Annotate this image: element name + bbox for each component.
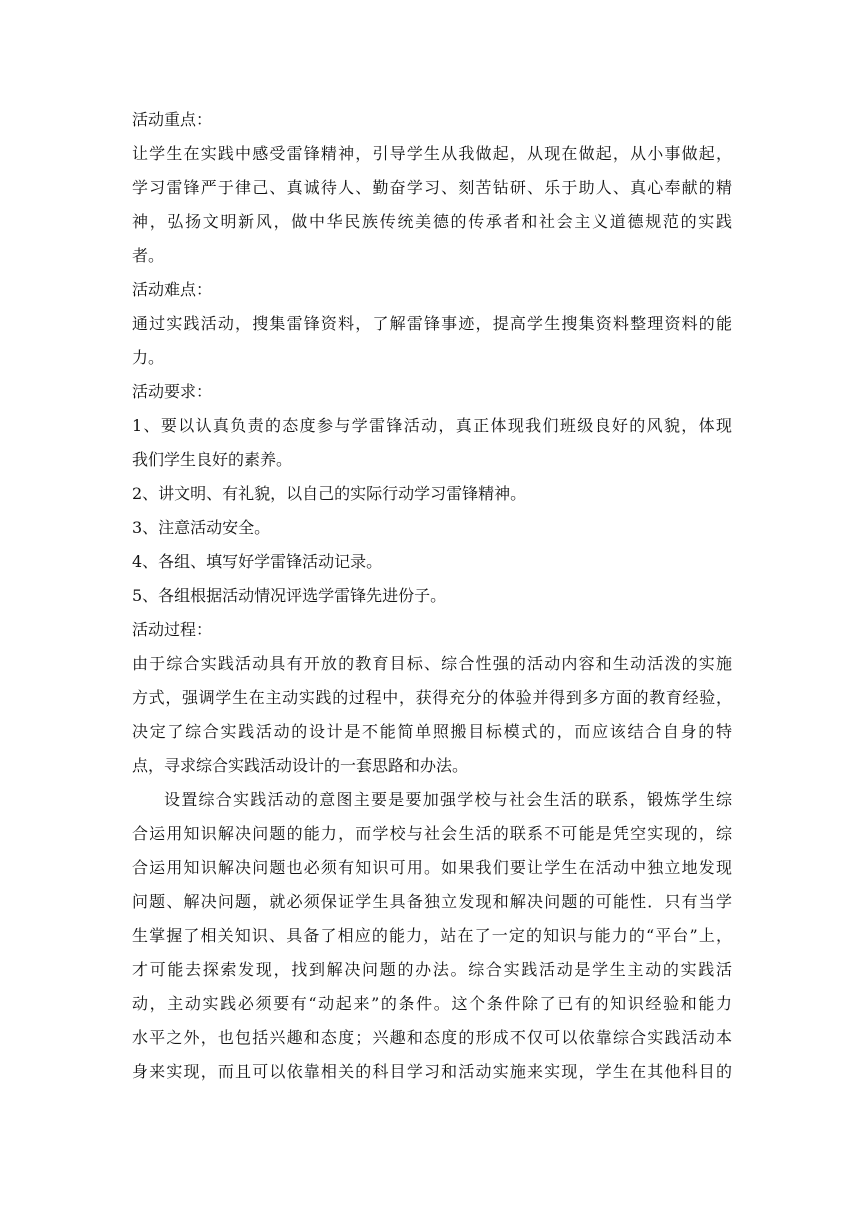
process-paragraph-line: 方式，强调学生在主动实践的过程中，获得充分的体验并得到多方面的教育经验， bbox=[132, 688, 732, 707]
focus-text-line: 学习雷锋严于律己、真诚待人、勤奋学习、刻苦钻研、乐于助人、真心奉献的精 bbox=[132, 178, 732, 197]
process-paragraph-line: 点，寻求综合实践活动设计的一套思路和办法。 bbox=[132, 756, 469, 775]
process-paragraph-line: 生掌握了相关知识、具备了相应的能力，站在了一定的知识与能力的“平台”上， bbox=[132, 926, 732, 945]
process-paragraph-line: 合运用知识解决问题也必须有知识可用。如果我们要让学生在活动中独立地发现 bbox=[132, 858, 732, 877]
requirement-item-line: 我们学生良好的素养。 bbox=[132, 450, 293, 469]
difficulty-heading: 活动难点： bbox=[132, 280, 213, 299]
process-paragraph-line: 身来实现，而且可以依靠相关的科目学习和活动实施来实现，学生在其他科目的 bbox=[132, 1062, 732, 1081]
focus-text-line: 神，弘扬文明新风，做中华民族传统美德的传承者和社会主义道德规范的实践 bbox=[132, 212, 732, 231]
focus-heading: 活动重点： bbox=[132, 110, 213, 129]
process-paragraph-line: 决定了综合实践活动的设计是不能简单照搬目标模式的，而应该结合自身的特 bbox=[132, 722, 732, 741]
requirement-item-line: 5、各组根据活动情况评选学雷锋先进份子。 bbox=[132, 586, 447, 605]
focus-text-line: 者。 bbox=[132, 246, 165, 265]
process-paragraph-line: 合运用知识解决问题的能力，而学校与社会生活的联系不可能是凭空实现的，综 bbox=[132, 824, 732, 843]
document-page bbox=[132, 103, 732, 1089]
difficulty-text-line: 通过实践活动，搜集雷锋资料，了解雷锋事迹，提高学生搜集资料整理资料的能 bbox=[132, 314, 732, 333]
focus-text-line: 让学生在实践中感受雷锋精神，引导学生从我做起，从现在做起，从小事做起， bbox=[132, 144, 732, 163]
process-paragraph-line: 动，主动实践必须要有“动起来”的条件。这个条件除了已有的知识经验和能力 bbox=[132, 994, 732, 1013]
requirement-item-line: 1、要以认真负责的态度参与学雷锋活动，真正体现我们班级良好的风貌，体现 bbox=[132, 416, 732, 435]
requirements-heading: 活动要求： bbox=[132, 382, 213, 401]
difficulty-text-line: 力。 bbox=[132, 348, 165, 367]
process-paragraph-line: 问题、解决问题，就必须保证学生具备独立发现和解决问题的可能性．只有当学 bbox=[132, 892, 732, 911]
requirement-item-line: 3、注意活动安全。 bbox=[132, 518, 271, 537]
process-paragraph-line: 水平之外，也包括兴趣和态度；兴趣和态度的形成不仅可以依靠综合实践活动本 bbox=[132, 1028, 732, 1047]
requirement-item-line: 4、各组、填写好学雷锋活动记录。 bbox=[132, 552, 383, 571]
process-paragraph-line: 设置综合实践活动的意图主要是要加强学校与社会生活的联系，锻炼学生综 bbox=[164, 790, 732, 809]
process-heading: 活动过程： bbox=[132, 620, 213, 639]
process-paragraph-line: 才可能去探索发现，找到解决问题的办法。综合实践活动是学生主动的实践活 bbox=[132, 960, 732, 979]
process-paragraph-line: 由于综合实践活动具有开放的教育目标、综合性强的活动内容和生动活泼的实施 bbox=[132, 654, 732, 673]
requirement-item-line: 2、讲文明、有礼貌，以自己的实际行动学习雷锋精神。 bbox=[132, 484, 527, 503]
